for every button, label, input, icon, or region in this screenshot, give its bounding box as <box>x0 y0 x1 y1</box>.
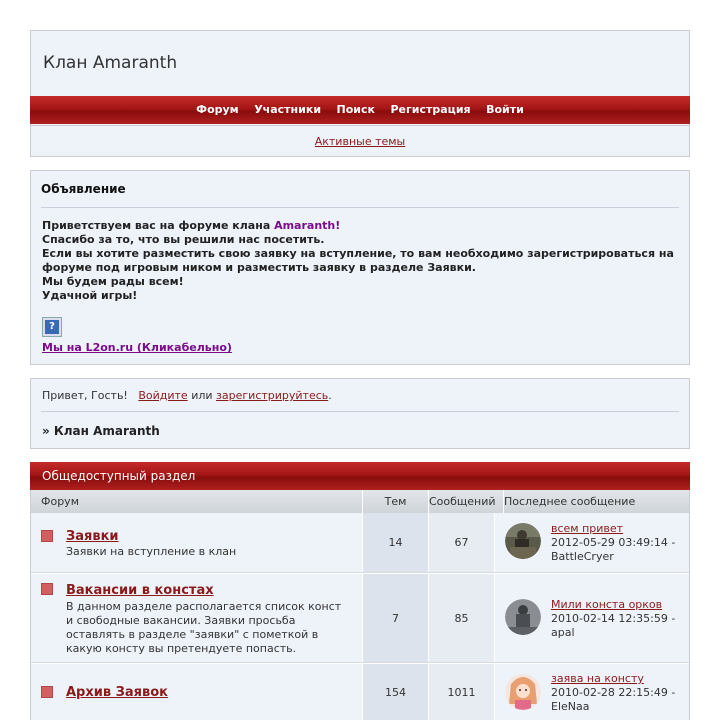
greeting-box <box>30 378 690 449</box>
last-post-cell <box>494 513 689 572</box>
post-count: 85 <box>428 574 494 662</box>
forum-marker-icon <box>41 686 53 698</box>
post-count: 67 <box>428 513 494 572</box>
forum-description: В данном разделе располагается список конст и свободные вакансии. Заявки просьба оставлять в разделе "заявки" с пометкой в какую консту вы претендуете попасть. <box>66 600 342 655</box>
main-navbar <box>30 96 690 124</box>
column-last-post: Последнее сообщение <box>503 490 635 513</box>
announcement-line5: Удачной игры! <box>42 289 138 302</box>
nav-register-link[interactable]: Регистрация <box>390 103 471 116</box>
forum-cell <box>31 664 362 720</box>
greeting-divider <box>41 411 679 412</box>
last-post-cell <box>494 664 689 720</box>
announcement-line4: Мы будем рады всем! <box>42 275 184 288</box>
or-text: или <box>191 389 213 402</box>
announcement-line2: Спасибо за то, что вы решили нас посетить. <box>42 233 325 246</box>
sub-navbar <box>30 125 690 157</box>
topic-count: 7 <box>362 574 428 662</box>
forum-title-link[interactable]: Вакансии в констах <box>66 583 214 598</box>
breadcrumb: » Клан Amaranth <box>42 424 160 438</box>
login-link[interactable]: Войдите <box>138 389 188 402</box>
topic-count: 154 <box>362 664 428 720</box>
topic-count: 14 <box>362 513 428 572</box>
broken-image-icon[interactable] <box>42 317 62 337</box>
greeting-suffix: . <box>328 389 332 402</box>
last-post-link[interactable]: Мили конста орков <box>551 598 663 611</box>
announcement-line3: Если вы хотите разместить свою заявку на вступление, то вам необходимо зарегистрироваться на форуме под игровым ником и разместить заявку в разделе Заявки. <box>42 247 674 274</box>
last-post-link[interactable]: всем привет <box>551 522 624 535</box>
forum-cell <box>31 574 362 662</box>
nav-members-link[interactable]: Участники <box>254 103 322 116</box>
announcement-body <box>42 219 689 303</box>
forum-marker-icon <box>41 583 53 595</box>
site-title: Клан Amaranth <box>43 53 178 73</box>
register-link[interactable]: зарегистрируйтесь <box>216 389 329 402</box>
forum-title-link[interactable]: Архив Заявок <box>66 685 168 700</box>
user-avatar-icon[interactable] <box>505 674 541 710</box>
column-forum: Форум <box>41 495 79 508</box>
column-headers <box>31 490 689 513</box>
greeting-line <box>42 389 332 402</box>
last-post-link[interactable]: заява на консту <box>551 672 644 685</box>
forum-row <box>31 664 689 720</box>
forum-description: Заявки на вступление в клан <box>66 545 237 558</box>
category-header: Общедоступный раздел <box>30 462 690 490</box>
forum-cell <box>31 513 362 572</box>
forum-title-link[interactable]: Заявки <box>66 529 119 544</box>
announcement-line1: Приветствуем вас на форуме клана <box>42 219 275 232</box>
forum-row <box>31 574 689 663</box>
post-count: 1011 <box>428 664 494 720</box>
last-post-info <box>551 672 675 714</box>
column-topics: Тем <box>362 490 428 513</box>
user-avatar-icon[interactable] <box>505 523 541 559</box>
last-post-date: 2010-02-28 22:15:49 - <box>551 686 676 699</box>
nav-login-link[interactable]: Войти <box>486 103 524 116</box>
last-post-date: 2012-05-29 03:49:14 - <box>551 536 676 549</box>
forum-marker-icon <box>41 530 53 542</box>
last-post-user: BattleCryer <box>551 550 614 563</box>
announcement-title: Объявление <box>41 182 126 196</box>
last-post-info <box>551 598 675 640</box>
forum-category-table <box>30 462 690 720</box>
nav-forum-link[interactable]: Форум <box>196 103 239 116</box>
last-post-cell <box>494 574 689 662</box>
l2on-link[interactable]: Мы на L2on.ru (Кликабельно) <box>42 341 232 354</box>
greeting-text: Привет, Гость! <box>42 389 128 402</box>
column-posts: Сообщений <box>428 490 494 513</box>
nav-search-link[interactable]: Поиск <box>336 103 375 116</box>
last-post-info <box>551 522 675 564</box>
last-post-user: apal <box>551 626 575 639</box>
announcement-box <box>30 170 690 365</box>
active-topics-link[interactable]: Активные темы <box>314 135 406 148</box>
last-post-user: EleNaa <box>551 700 590 713</box>
announcement-divider <box>41 207 679 208</box>
clan-name-highlight: Amaranth! <box>274 219 341 232</box>
image-placeholder-glyph: ? <box>45 320 59 334</box>
forum-header <box>30 30 690 156</box>
last-post-date: 2010-02-14 12:35:59 - <box>551 612 676 625</box>
forum-row <box>31 513 689 573</box>
user-avatar-icon[interactable] <box>505 599 541 635</box>
